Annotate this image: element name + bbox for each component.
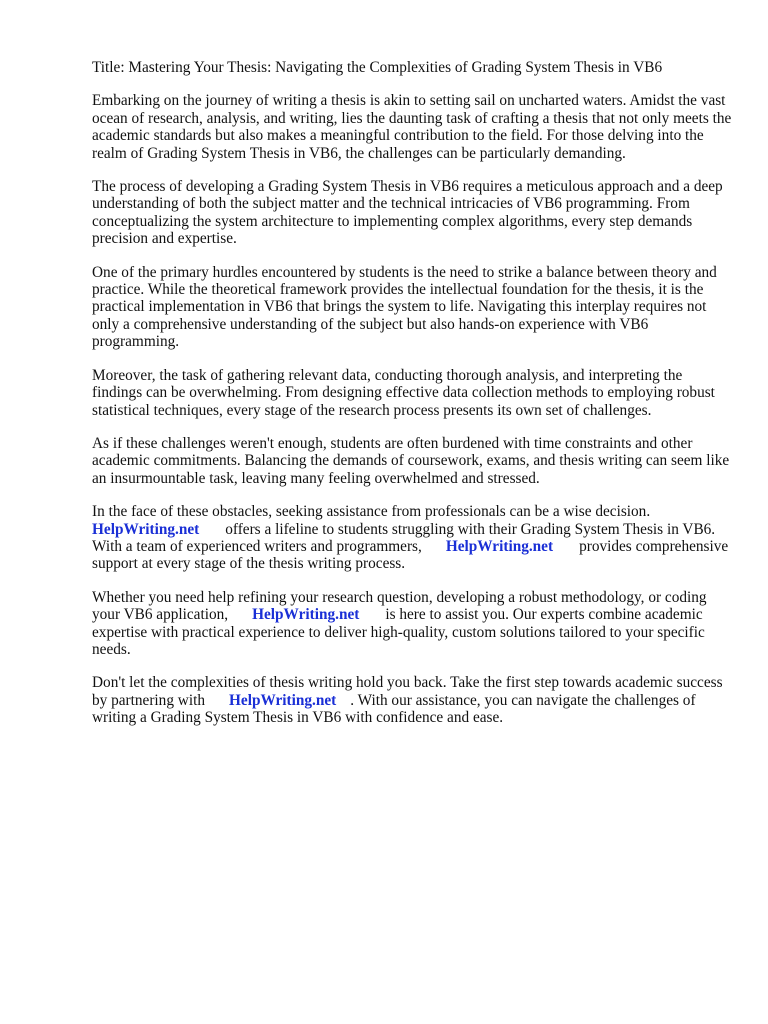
paragraph-text: Whether you need help refining your research question, developing a robust methodology, or coding your VB6 application, xyxy=(92,588,707,624)
document-page xyxy=(92,59,732,743)
paragraph-assistance xyxy=(92,503,732,573)
helpwriting-link[interactable]: HelpWriting.net xyxy=(445,537,554,555)
paragraph-text: . With our assistance, you can navigate the challenges of writing a Grading System Thesis in VB6 with confidence and ease. xyxy=(92,691,696,727)
paragraph-text: offers a lifeline to students struggling with their Grading System Thesis in VB6. With a team of experienced writers and programmers, xyxy=(92,520,716,555)
paragraph-help-offer xyxy=(92,589,732,659)
paragraph-text: In the face of these obstacles, seeking assistance from professionals can be a wise decision. xyxy=(92,503,651,521)
paragraph-intro: Embarking on the journey of writing a thesis is akin to setting sail on uncharted waters. Amidst the vast ocean of research, analysis, and writing, lies the daunting task of crafting a thesis that not only meets the academic standards but also makes a meaningful contribution to the field. For those delving into the realm of Grading System Thesis in VB6, the challenges can be particularly demanding. xyxy=(92,92,732,162)
helpwriting-link[interactable]: HelpWriting.net xyxy=(229,691,337,709)
paragraph-process: The process of developing a Grading System Thesis in VB6 requires a meticulous approach and a deep understanding of both the subject matter and the technical intricacies of VB6 programming. From conceptualizing the system architecture to implementing complex algorithms, every step demands precision and expertise. xyxy=(92,178,723,248)
paragraph-text: is here to assist you. Our experts combine academic expertise with practical experience to deliver high-quality, custom solutions tailored to your specific needs. xyxy=(92,606,705,658)
paragraph-data-analysis: Moreover, the task of gathering relevant data, conducting thorough analysis, and interpreting the findings can be overwhelming. From designing effective data collection methods to employing robust statistical techniques, every stage of the research process presents its own set of challenges. xyxy=(92,366,715,419)
helpwriting-link[interactable]: HelpWriting.net xyxy=(252,606,360,624)
document-title: Title: Mastering Your Thesis: Navigating the Complexities of Grading System Thesis in VB6 xyxy=(92,59,663,76)
paragraph-text: Don't let the complexities of thesis writing hold you back. Take the first step towards academic success by partnering with xyxy=(92,674,723,709)
paragraph-time-constraints: As if these challenges weren't enough, students are often burdened with time constraints and other academic commitments. Balancing the demands of coursework, exams, and thesis writing can seem like an insurmountable task, leaving many feeling overwhelmed and stressed. xyxy=(92,434,730,487)
paragraph-text: provides comprehensive support at every stage of the thesis writing process. xyxy=(92,537,729,573)
helpwriting-link[interactable]: HelpWriting.net xyxy=(92,520,200,538)
paragraph-conclusion xyxy=(92,674,732,726)
paragraph-hurdles: One of the primary hurdles encountered by students is the need to strike a balance between theory and practice. While the theoretical framework provides the intellectual foundation for the thesis, it is the practical implementation in VB6 that brings the system to life. Navigating this interplay requires not only a comprehensive understanding of the subject but also hands-on experience with VB6 programming. xyxy=(92,263,717,351)
